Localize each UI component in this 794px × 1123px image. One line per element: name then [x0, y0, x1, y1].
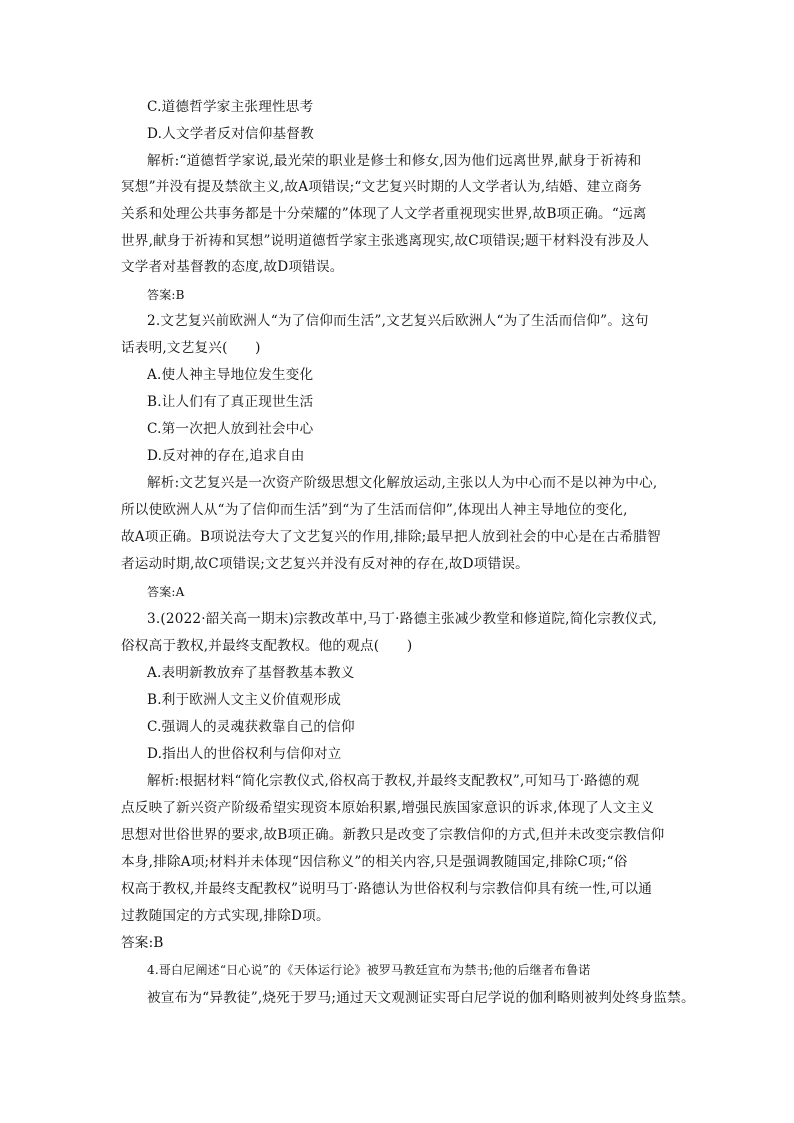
question-line: 2.文艺复兴前欧洲人“为了信仰而生活”,文艺复兴后欧洲人“为了生活而信仰”。这句: [147, 313, 649, 329]
option-line: A.使人神主导地位发生变化: [147, 367, 314, 383]
analysis-line: 者运动时期,故C项错误;文艺复兴并没有反对神的存在,故D项错误。: [121, 556, 529, 572]
analysis-line: 答案:B: [121, 935, 164, 951]
option-c-line: C.道德哲学家主张理性思考: [147, 99, 314, 115]
analysis-line: 解析:“道德哲学家说,最光荣的职业是修士和修女,因为他们远离世界,献身于祈祷和: [147, 153, 642, 169]
answer-line: 4.哥白尼阐述“日心说”的《天体运行论》被罗马教廷宣布为禁书;他的后继者布鲁诺: [147, 963, 591, 977]
analysis-line: 关系和处理公共事务都是十分荣耀的”体现了人文学者重视现实世界,故B项正确。“远离: [121, 206, 647, 222]
option-line: C.强调人的灵魂获救靠自己的信仰: [147, 719, 355, 735]
analysis-line: 文学者对基督教的态度,故D项错误。: [121, 259, 344, 275]
question-line: 被宣布为“异教徒”,烧死于罗马;通过天文观测证实哥白尼学说的伽利略则被判处终身监禁。: [147, 990, 695, 1006]
answer-line: 答案:B: [147, 288, 185, 302]
question-line: 话表明,文艺复兴( ): [121, 340, 261, 356]
option-line: D.反对神的存在,追求自由: [147, 448, 305, 464]
analysis-line: 思想对世俗世界的要求,故B项正确。新教只是改变了宗教信仰的方式,但并未改变宗教信仰: [121, 827, 665, 843]
analysis-line: 解析:文艺复兴是一次资产阶级思想文化解放运动,主张以人为中心而不是以神为中心,: [147, 475, 658, 491]
option-line: B.让人们有了真正现世生活: [147, 394, 314, 410]
analysis-line: 点反映了新兴资产阶级希望实现资本原始积累,增强民族国家意识的诉求,体现了人文主义: [121, 800, 655, 816]
question-line: 俗权高于教权,并最终支配教权。他的观点( ): [121, 638, 413, 654]
analysis-line: 所以使欧洲人从“为了信仰而生活”到“为了生活而信仰”,体现出人神主导地位的变化,: [121, 502, 628, 518]
analysis-line: 过教随国定的方式实现,排除D项。: [121, 908, 330, 924]
answer-line: 答案:A: [147, 585, 185, 599]
option-line: D.指出人的世俗权利与信仰对立: [147, 746, 342, 762]
analysis-line: 故A项正确。B项说法夸大了文艺复兴的作用,排除;最早把人放到社会的中心是在古希腊智: [121, 529, 661, 545]
analysis-line: 本身,排除A项;材料并未体现“因信称义”的相关内容,只是强调教随国定,排除C项;“俗: [121, 854, 628, 870]
analysis-line: 权高于教权,并最终支配教权”说明马丁·路德认为世俗权利与宗教信仰具有统一性,可以通: [121, 881, 653, 897]
option-line: A.表明新教放弃了基督教基本教义: [147, 665, 355, 681]
question-line: 3.(2022·韶关高一期末)宗教改革中,马丁·路德主张减少教堂和修道院,简化宗教仪式,: [147, 611, 657, 627]
analysis-line: 世界,献身于祈祷和冥想”说明道德哲学家主张逃离现实,故C项错误;题干材料没有涉及人: [121, 233, 650, 249]
option-d-line: D.人文学者反对信仰基督教: [147, 126, 314, 142]
analysis-line: 冥想”并没有提及禁欲主义,故A项错误;“文艺复兴时期的人文学者认为,结婚、建立商务: [121, 179, 642, 195]
option-line: C.第一次把人放到社会中心: [147, 421, 314, 437]
analysis-line: 解析:根据材料“简化宗教仪式,俗权高于教权,并最终支配教权”,可知马丁·路德的观: [147, 773, 640, 789]
option-line: B.利于欧洲人文主义价值观形成: [147, 692, 342, 708]
